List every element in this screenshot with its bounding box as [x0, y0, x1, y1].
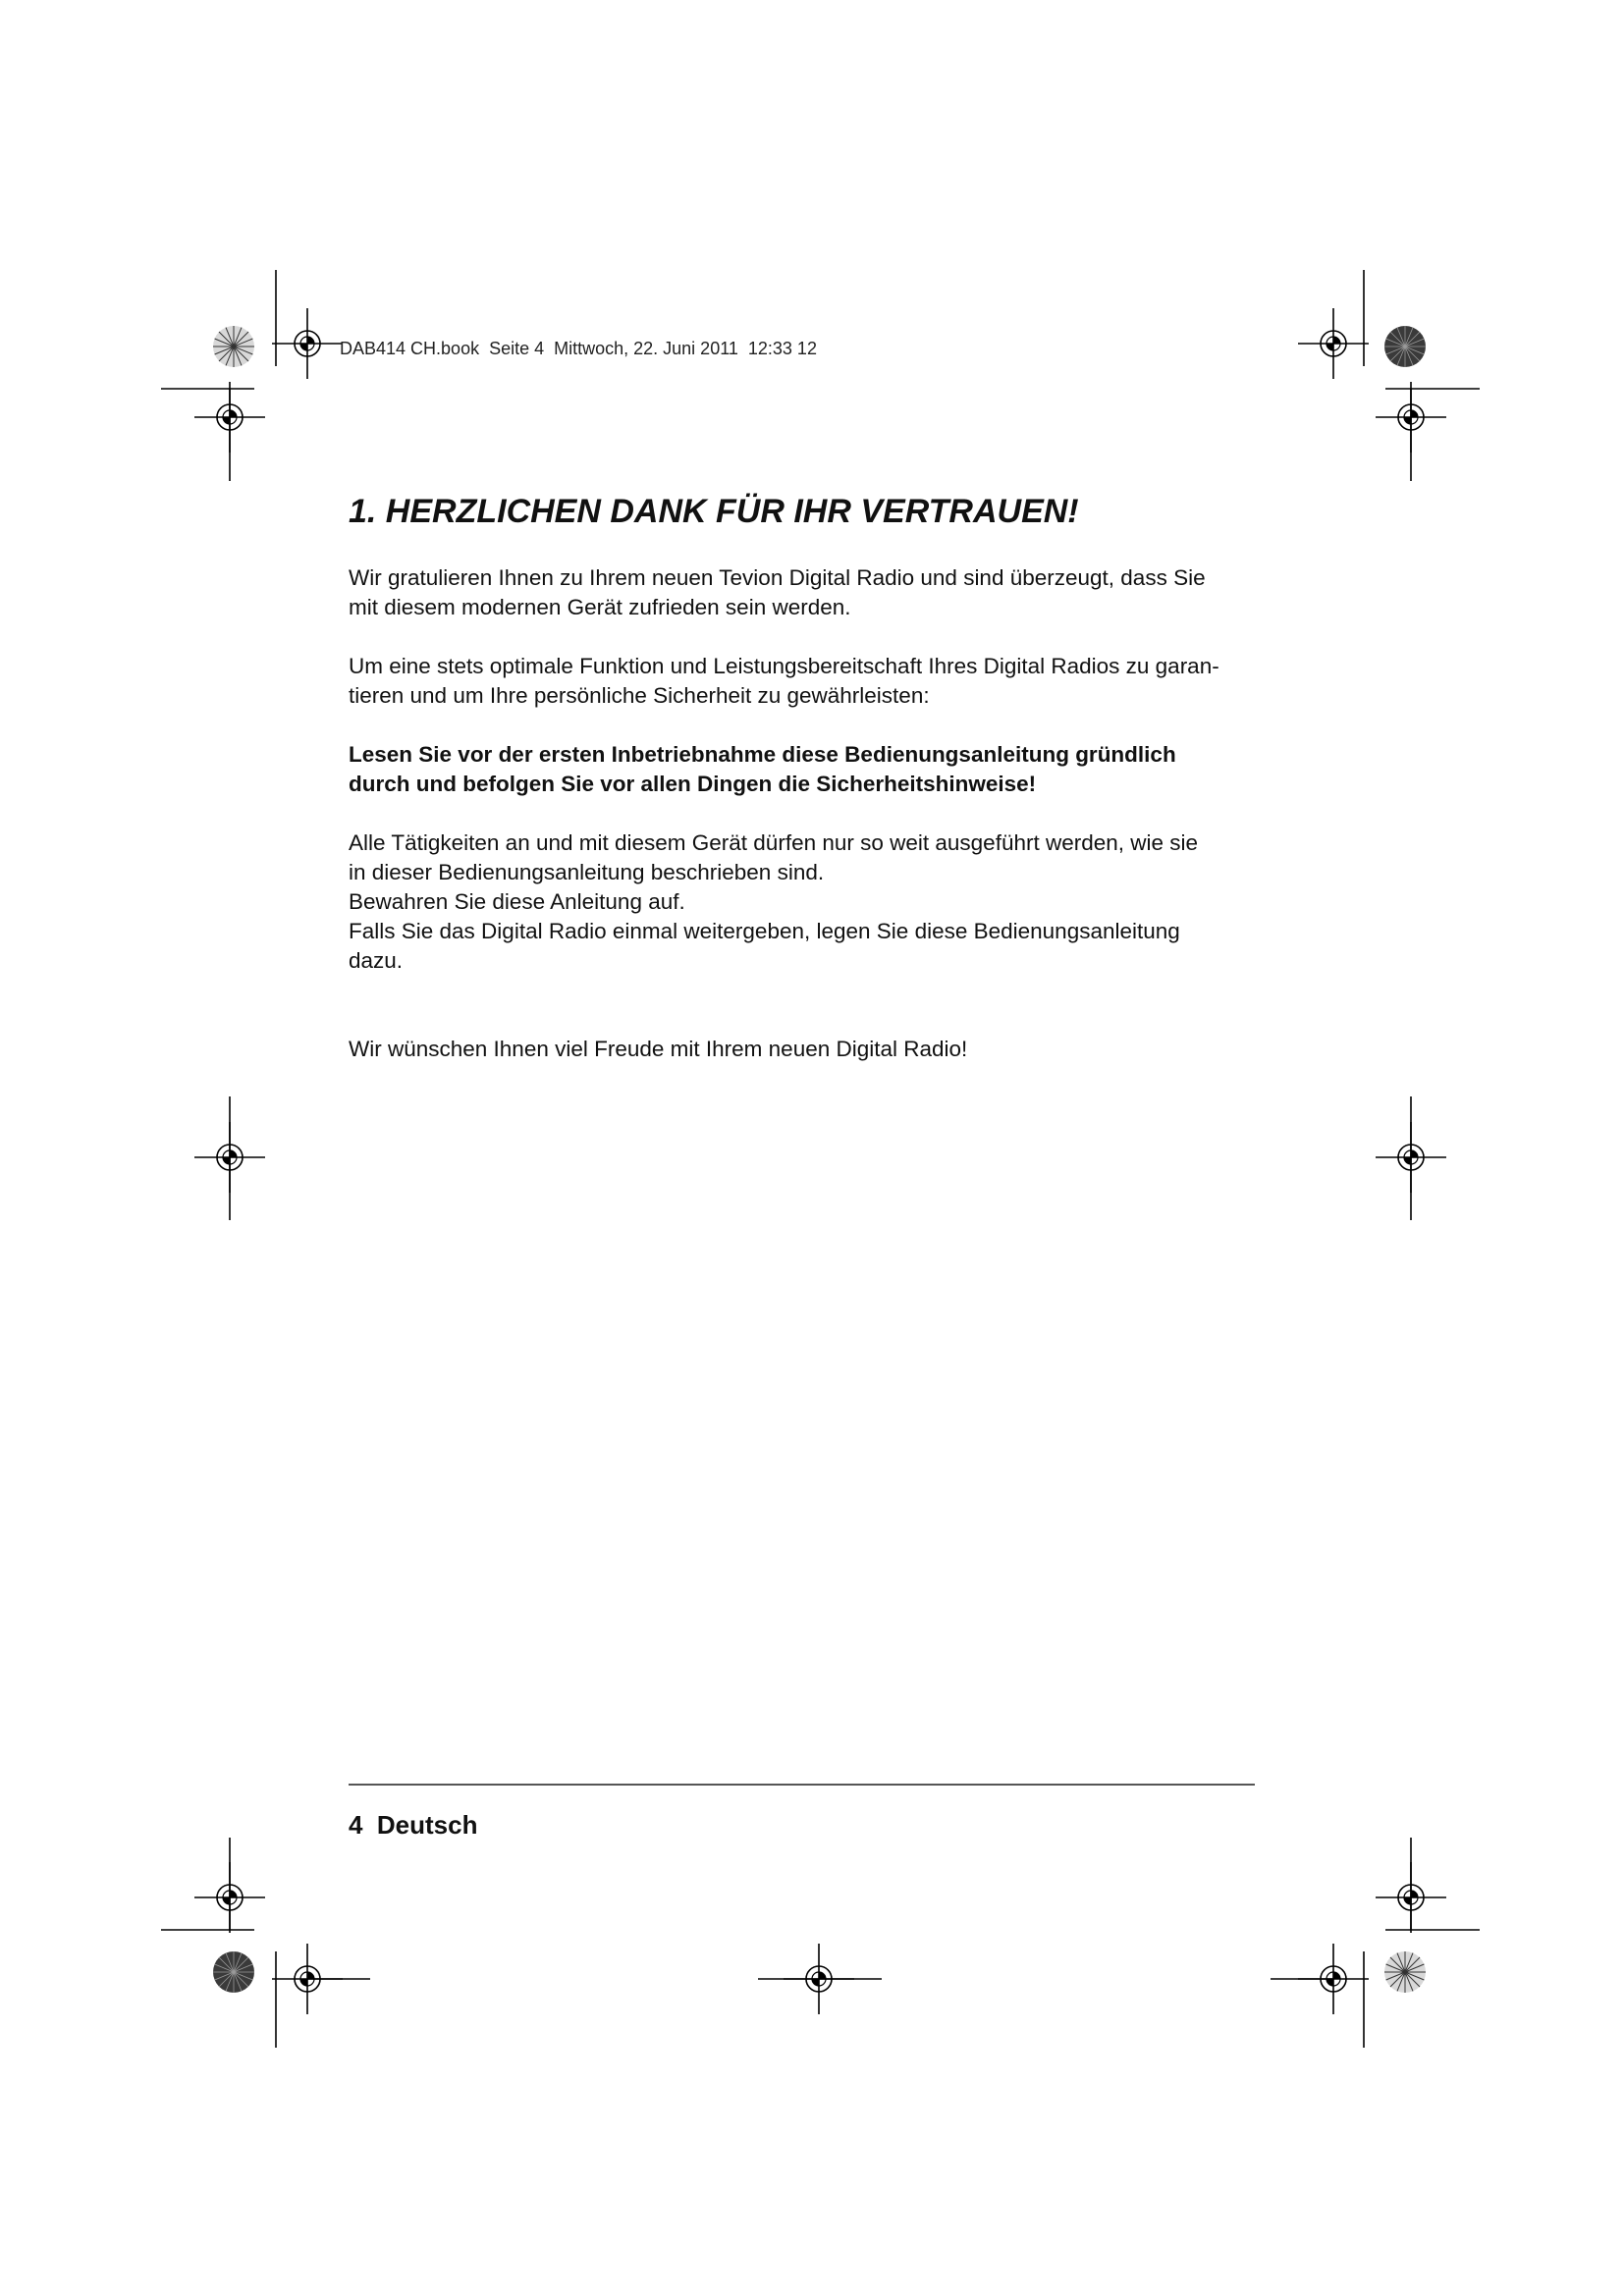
paragraph-closing: [349, 1035, 1257, 1064]
text-line: Um eine stets optimale Funktion und Leistungsbereitschaft Ihres Digital Radios zu garan-: [349, 654, 1219, 678]
color-calibration-icon: [1384, 326, 1426, 367]
color-calibration-icon: [213, 1951, 254, 1993]
text-line: Wir gratulieren Ihnen zu Ihrem neuen Tevion Digital Radio und sind überzeugt, dass Sie: [349, 565, 1206, 590]
text-line: durch und befolgen Sie vor allen Dingen die Sicherheitshinweise!: [349, 772, 1037, 796]
color-calibration-icon: [1384, 1951, 1426, 1993]
text-line: Wir wünschen Ihnen viel Freude mit Ihrem neuen Digital Radio!: [349, 1037, 968, 1061]
text-line: Bewahren Sie diese Anleitung auf.: [349, 889, 685, 914]
registration-mark-icon: [1298, 308, 1369, 379]
registration-mark-icon: [272, 308, 343, 379]
text-line: Alle Tätigkeiten an und mit diesem Gerät dürfen nur so weit ausgeführt werden, wie sie: [349, 830, 1199, 855]
paragraph-intro: [349, 563, 1257, 622]
color-calibration-icon: [213, 326, 254, 367]
text-line: Lesen Sie vor der ersten Inbetriebnahme diese Bedienungsanleitung gründlich: [349, 742, 1176, 767]
text-line: tieren und um Ihre persönliche Sicherheit zu gewährleisten:: [349, 683, 930, 708]
page-footer: 4 Deutsch: [349, 1810, 478, 1840]
text-line: Falls Sie das Digital Radio einmal weitergeben, legen Sie diese Bedienungsanleitung: [349, 919, 1180, 943]
text-line: in dieser Bedienungsanleitung beschrieben sind.: [349, 860, 825, 884]
page-title: 1. HERZLICHEN DANK FÜR IHR VERTRAUEN!: [349, 493, 1079, 530]
text-line: mit diesem modernen Gerät zufrieden sein werden.: [349, 595, 851, 619]
paragraph-instructions: [349, 828, 1257, 976]
document-body: [349, 489, 1257, 1064]
paragraph-warning: [349, 740, 1257, 799]
print-header: DAB414 CH.book Seite 4 Mittwoch, 22. Juni 2011 12:33 12: [340, 339, 817, 358]
paragraph-purpose: [349, 652, 1257, 711]
text-line: dazu.: [349, 948, 404, 973]
footer-divider: [349, 1784, 1255, 1786]
